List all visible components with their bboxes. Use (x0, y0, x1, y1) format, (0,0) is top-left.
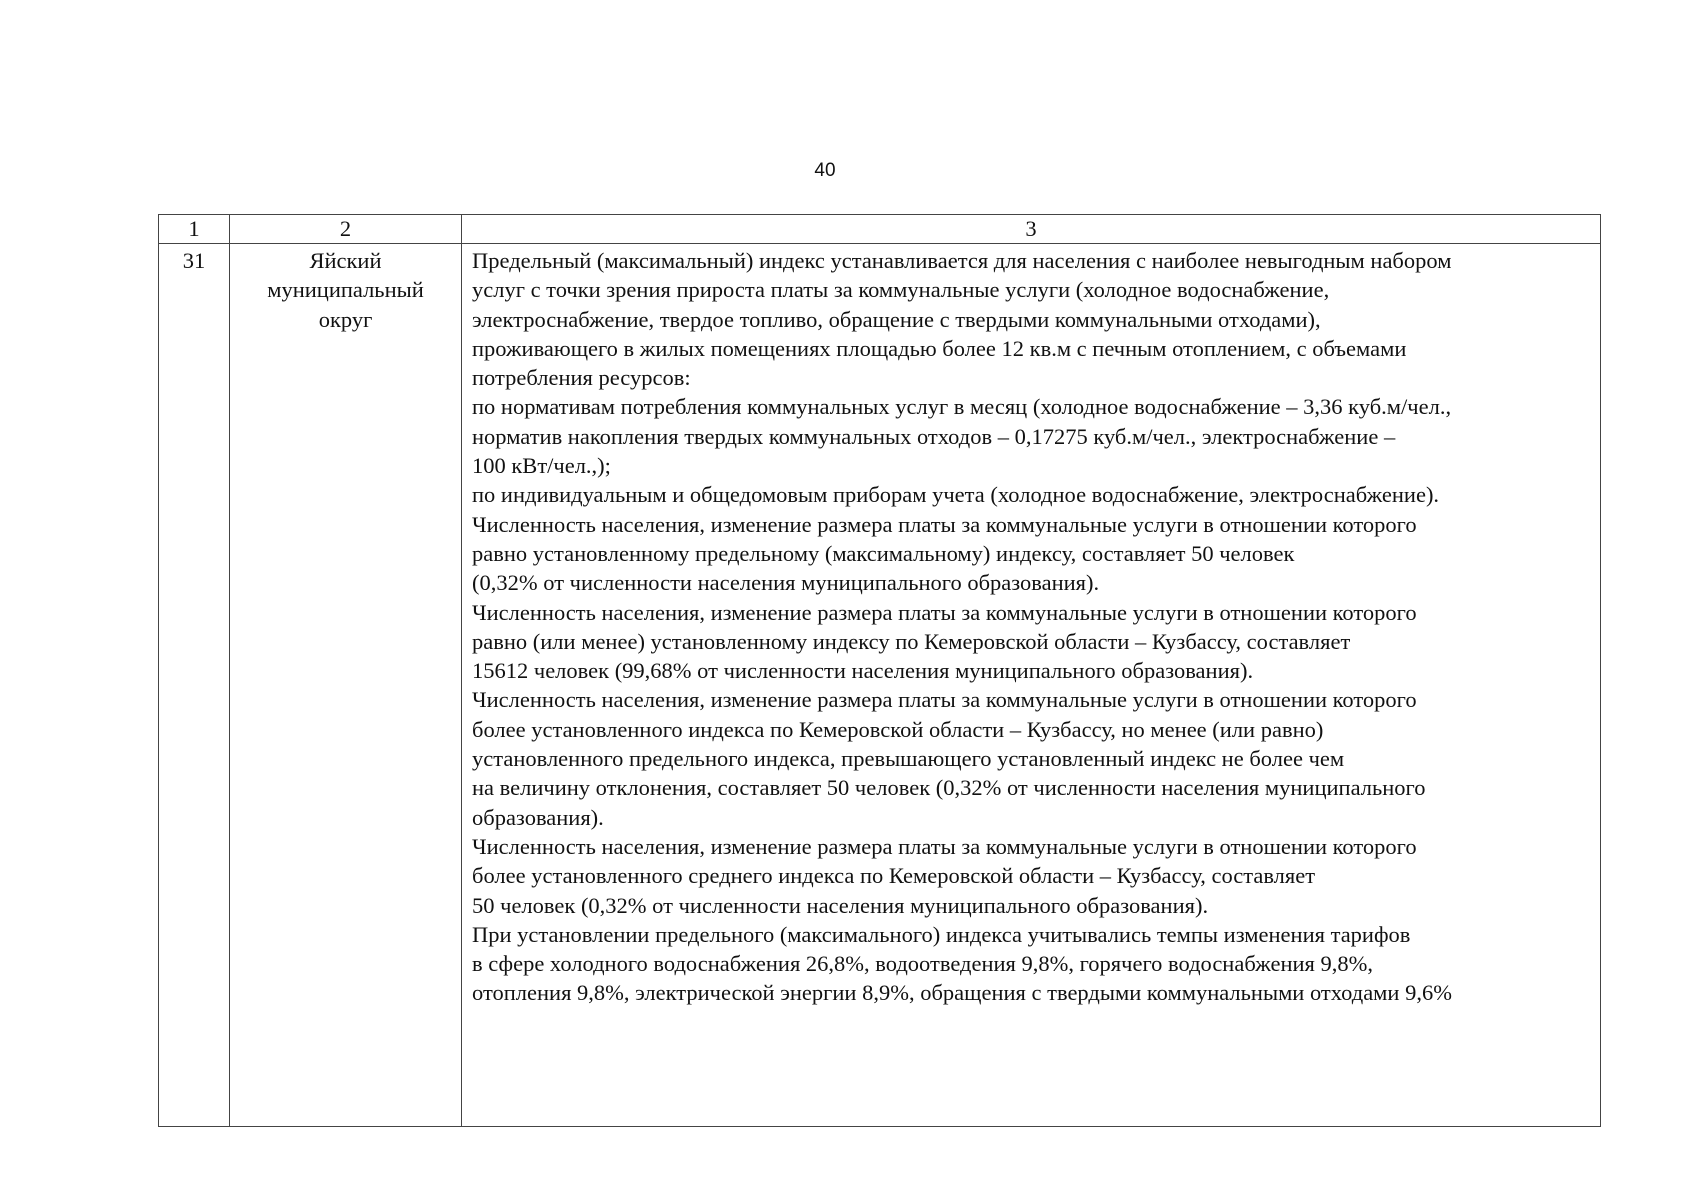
description-line: более установленного индекса по Кемеровской области – Кузбассу, но менее (или равно) (472, 716, 1324, 742)
description-line: равно установленному предельному (максимальному) индексу, составляет 50 человек (472, 540, 1295, 566)
description-line: образования). (472, 804, 604, 830)
description-line: При установлении предельного (максимального) индекса учитывались темпы изменения тарифов (472, 921, 1411, 947)
description-line: услуг с точки зрения прироста платы за коммунальные услуги (холодное водоснабжение, (472, 277, 1330, 303)
page-number: 40 (814, 160, 836, 181)
municipal-index-table (158, 214, 1601, 1127)
header-cell-3: 3 (462, 215, 1601, 244)
description-cell (462, 244, 1601, 1127)
table-header-row (159, 215, 1601, 244)
description-line: норматив накопления твердых коммунальных отходов – 0,17275 куб.м/чел., электроснабжение – (472, 423, 1396, 449)
row-number-cell: 31 (159, 244, 230, 1127)
description-line: 50 человек (0,32% от численности населения муниципального образования). (472, 892, 1209, 918)
description-line: потребления ресурсов: (472, 365, 691, 391)
description-line: 15612 человек (99,68% от численности населения муниципального образования). (472, 658, 1254, 684)
description-line: на величину отклонения, составляет 50 человек (0,32% от численности населения муниципального (472, 775, 1426, 801)
description-line: в сфере холодного водоснабжения 26,8%, водоотведения 9,8%, горячего водоснабжения 9,8%, (472, 951, 1374, 977)
description-line: отопления 9,8%, электрической энергии 8,9%, обращения с твердыми коммунальными отходами 9,6% (472, 980, 1452, 1006)
header-cell-1: 1 (159, 215, 230, 244)
description-line: по индивидуальным и общедомовым приборам учета (холодное водоснабжение, электроснабжение). (472, 482, 1440, 508)
description-line: равно (или менее) установленному индексу по Кемеровской области – Кузбассу, составляет (472, 628, 1351, 654)
description-line: 100 кВт/чел.,); (472, 453, 611, 479)
municipality-name-line: округ (318, 306, 373, 332)
description-line: Численность населения, изменение размера платы за коммунальные услуги в отношении которого (472, 599, 1417, 625)
description-line: Предельный (максимальный) индекс устанавливается для населения с наиболее невыгодным набором (472, 248, 1452, 273)
municipality-name-line: Яйский (309, 248, 382, 273)
description-line: Численность населения, изменение размера платы за коммунальные услуги в отношении которого (472, 511, 1417, 537)
header-cell-2: 2 (230, 215, 462, 244)
description-line: проживающего в жилых помещениях площадью более 12 кв.м с печным отоплением, с объемами (472, 335, 1407, 361)
municipality-name-line: муниципальный (267, 277, 424, 303)
description-line: более установленного среднего индекса по Кемеровской области – Кузбассу, составляет (472, 863, 1316, 889)
description-line: Численность населения, изменение размера платы за коммунальные услуги в отношении которого (472, 687, 1417, 713)
description-line: установленного предельного индекса, превышающего установленный индекс не более чем (472, 746, 1345, 772)
description-line: Численность населения, изменение размера платы за коммунальные услуги в отношении которого (472, 833, 1417, 859)
description-line: электроснабжение, твердое топливо, обращение с твердыми коммунальными отходами), (472, 306, 1321, 332)
table-row (159, 244, 1601, 1127)
description-line: по нормативам потребления коммунальных услуг в месяц (холодное водоснабжение – 3,36 куб.м/чел., (472, 394, 1452, 420)
description-line: (0,32% от численности населения муниципального образования). (472, 570, 1100, 596)
municipality-name-cell (230, 244, 462, 1127)
